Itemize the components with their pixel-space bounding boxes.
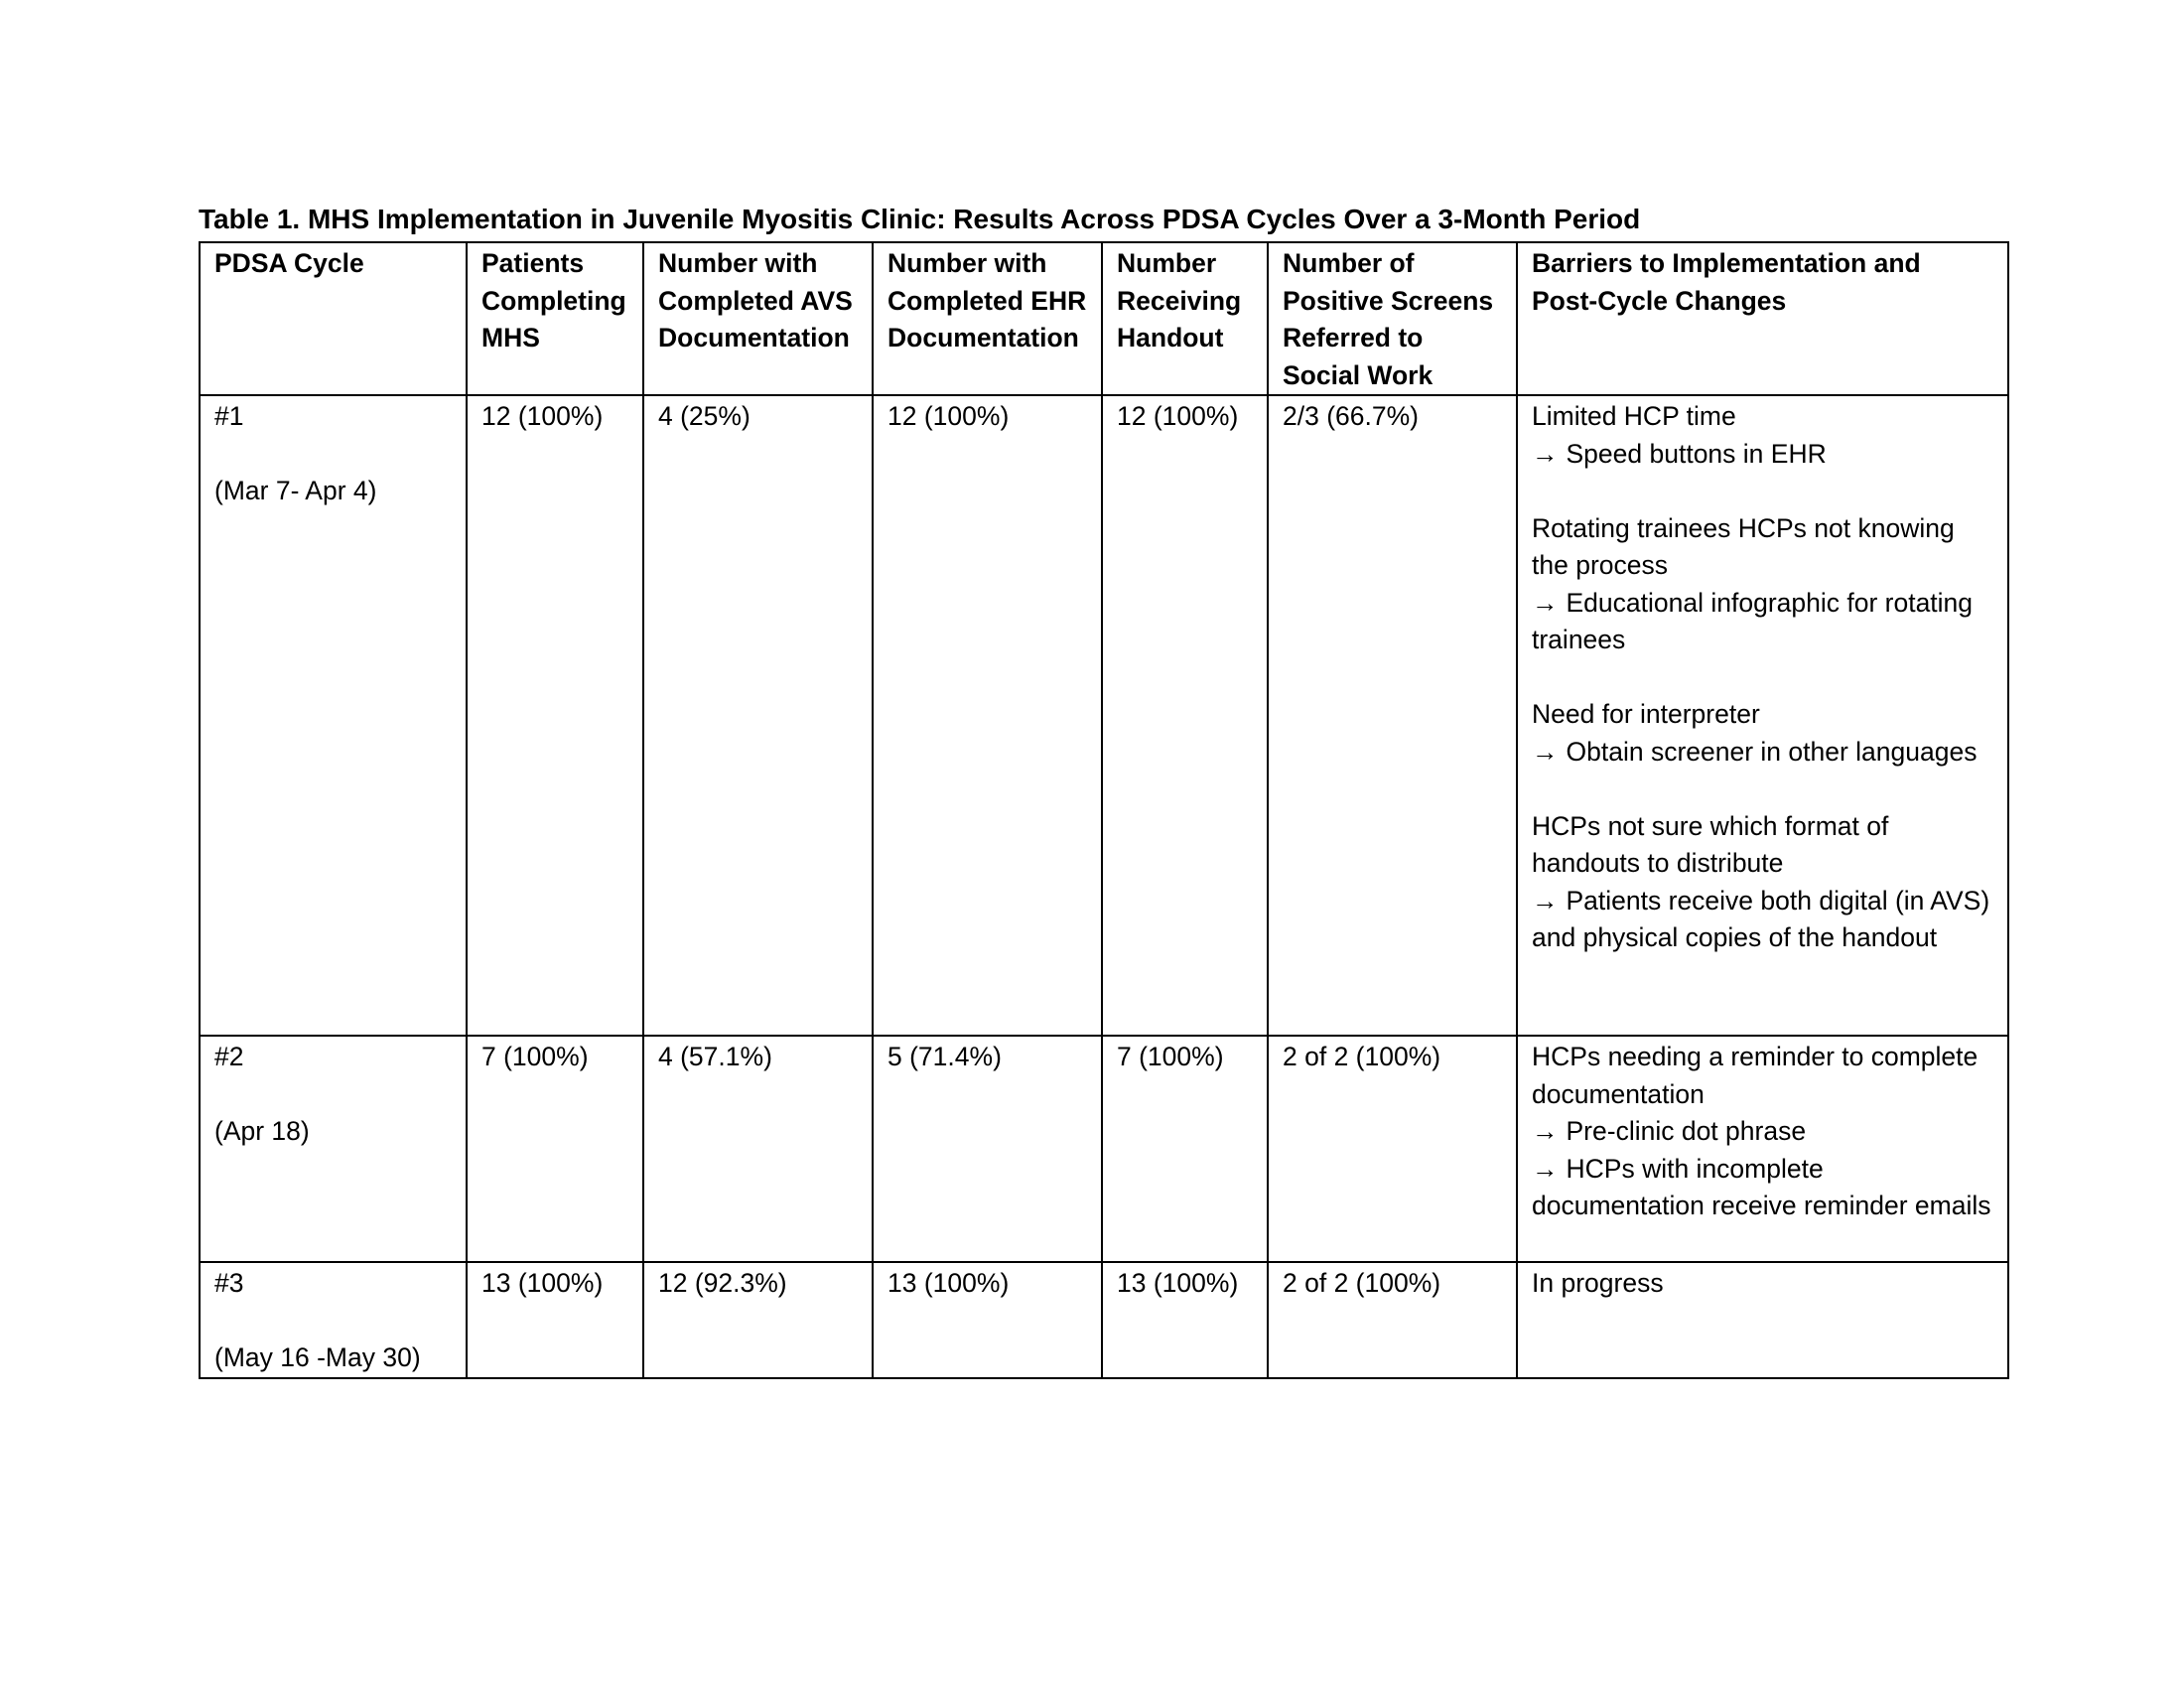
header-patients-completing: Patients Completing MHS [467, 242, 643, 395]
header-pdsa-cycle: PDSA Cycle [200, 242, 467, 395]
barrier-text: HCPs needing a reminder to complete documentation [1532, 1042, 1979, 1109]
change-item [1532, 734, 1993, 772]
header-ehr-documentation: Number with Completed EHR Documentation [873, 242, 1102, 395]
barrier-text: In progress [1532, 1268, 1664, 1298]
change-item [1532, 585, 1993, 659]
change-text: Educational infographic for rotating trainees [1532, 587, 1974, 654]
change-text: Obtain screener in other languages [1566, 736, 1978, 767]
cycle-dates: (May 16 -May 30) [214, 1342, 421, 1372]
referred-cell: 2/3 (66.7%) [1268, 395, 1517, 1036]
cycle-number: #2 [214, 1042, 244, 1071]
barrier-group [1532, 808, 1993, 957]
referred-cell: 2 of 2 (100%) [1268, 1036, 1517, 1262]
barrier-text: Rotating trainees HCPs not knowing the process [1532, 512, 1955, 580]
arrow-right-icon: → [1532, 438, 1559, 469]
cycle-number: #3 [214, 1268, 244, 1298]
barrier-text: HCPs not sure which format of handouts to distribute [1532, 810, 1889, 878]
avs-cell: 12 (92.3%) [643, 1262, 873, 1378]
cycle-cell [200, 395, 467, 1036]
avs-cell: 4 (57.1%) [643, 1036, 873, 1262]
cycle-cell [200, 1262, 467, 1378]
arrow-right-icon: → [1532, 587, 1559, 618]
change-item [1532, 1151, 1993, 1225]
handout-cell: 13 (100%) [1102, 1262, 1268, 1378]
barrier-group [1532, 1265, 1993, 1303]
ehr-cell: 5 (71.4%) [873, 1036, 1102, 1262]
referred-cell: 2 of 2 (100%) [1268, 1262, 1517, 1378]
change-text: Pre-clinic dot phrase [1566, 1116, 1807, 1146]
barrier-group [1532, 398, 1993, 473]
barriers-cell [1517, 1262, 2008, 1378]
cycle-number: #1 [214, 401, 244, 431]
avs-cell: 4 (25%) [643, 395, 873, 1036]
barrier-group [1532, 696, 1993, 771]
change-item [1532, 436, 1993, 474]
patients-cell: 13 (100%) [467, 1262, 643, 1378]
table-row [200, 1262, 2008, 1378]
table-caption: Table 1. MHS Implementation in Juvenile Myositis Clinic: Results Across PDSA Cycles Over a 3-Month Period [199, 204, 1641, 234]
barrier-text: Limited HCP time [1532, 401, 1736, 431]
ehr-cell: 13 (100%) [873, 1262, 1102, 1378]
header-receiving-handout: Number Receiving Handout [1102, 242, 1268, 395]
patients-cell: 7 (100%) [467, 1036, 643, 1262]
handout-cell: 7 (100%) [1102, 1036, 1268, 1262]
handout-cell: 12 (100%) [1102, 395, 1268, 1036]
header-row [200, 242, 2008, 395]
barrier-group [1532, 1039, 1993, 1225]
arrow-right-icon: → [1532, 885, 1559, 915]
change-text: HCPs with incomplete documentation receive reminder emails [1532, 1153, 1991, 1220]
barriers-cell [1517, 395, 2008, 1036]
arrow-right-icon: → [1532, 1153, 1559, 1184]
results-table [199, 241, 2009, 1379]
arrow-right-icon: → [1532, 736, 1559, 767]
table-row [200, 395, 2008, 1036]
change-item [1532, 883, 1993, 957]
barrier-group [1532, 510, 1993, 659]
ehr-cell: 12 (100%) [873, 395, 1102, 1036]
arrow-right-icon: → [1532, 1116, 1559, 1146]
change-text: Patients receive both digital (in AVS) and physical copies of the handout [1532, 885, 1990, 952]
header-referred-social-work: Number of Positive Screens Referred to Social Work [1268, 242, 1517, 395]
cycle-dates: (Apr 18) [214, 1116, 310, 1146]
header-barriers-changes: Barriers to Implementation and Post-Cycle Changes [1517, 242, 2008, 395]
cycle-cell [200, 1036, 467, 1262]
barrier-text: Need for interpreter [1532, 699, 1760, 729]
cycle-dates: (Mar 7- Apr 4) [214, 476, 377, 505]
patients-cell: 12 (100%) [467, 395, 643, 1036]
change-text: Speed buttons in EHR [1566, 438, 1827, 469]
barriers-cell [1517, 1036, 2008, 1262]
header-avs-documentation: Number with Completed AVS Documentation [643, 242, 873, 395]
table-row [200, 1036, 2008, 1262]
change-item [1532, 1113, 1993, 1151]
